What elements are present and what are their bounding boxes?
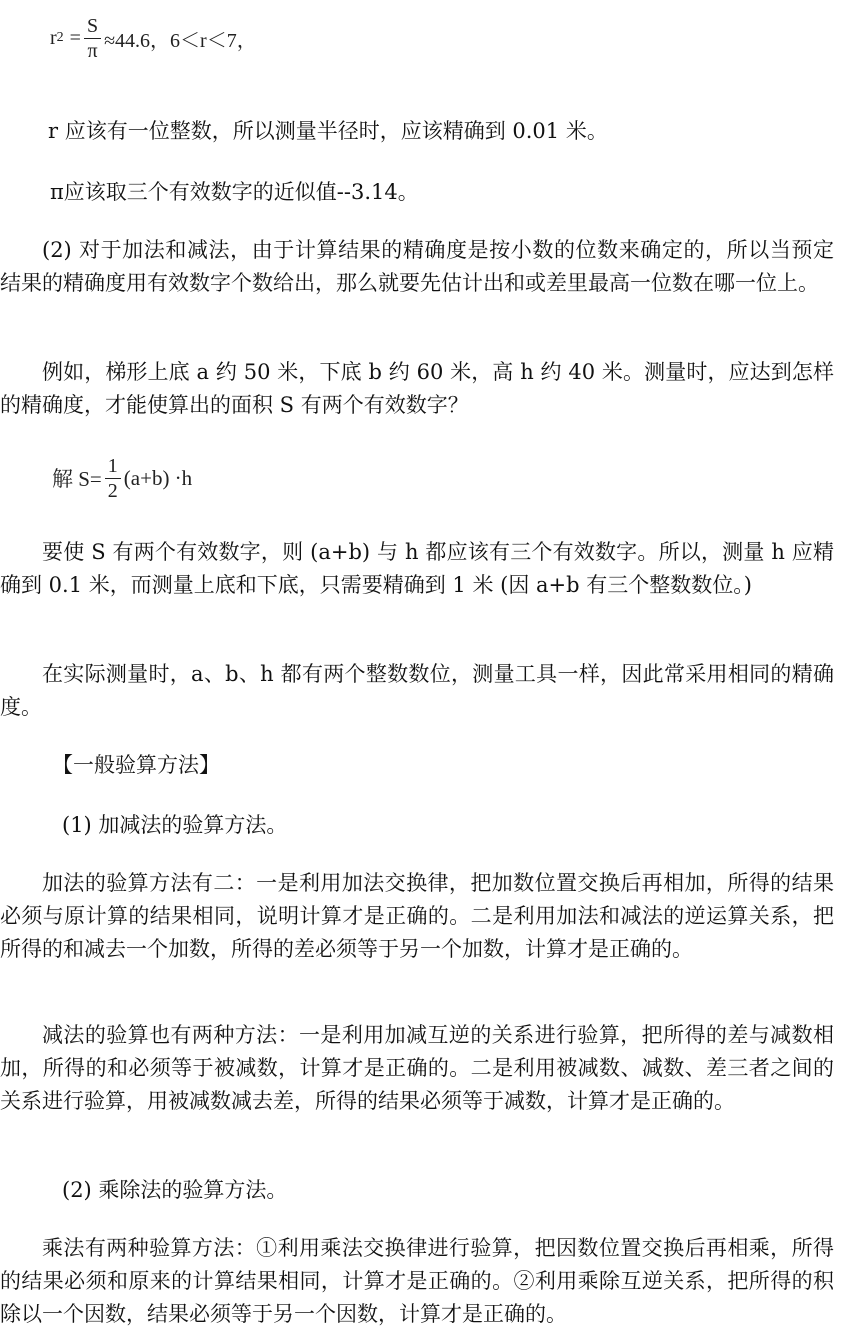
paragraph-pi-approximation: π应该取三个有效数字的近似值--3.14。 xyxy=(50,180,419,204)
formula-radius-lhs: r xyxy=(50,26,57,49)
formula-radius-numerator: S xyxy=(86,14,99,37)
formula-radius-denominator: π xyxy=(87,39,98,62)
formula-solution-numerator: 1 xyxy=(107,454,118,477)
paragraph-measurement-practice: 在实际测量时，a、b、h 都有两个整数数位，测量工具一样，因此常采用相同的精确度。 xyxy=(0,662,834,719)
formula-solution-denominator: 2 xyxy=(107,479,118,502)
formula-radius-fraction xyxy=(84,16,101,61)
paragraph-multiplication-check: 乘法有两种验算方法：①利用乘法交换律进行验算，把因数位置交换后再相乘，所得的结果必须和原来的计算结果相同，计算才是正确的。②利用乘除互逆关系，把所得的积除以一个因数，结果必须等于另一个因数，计算才是正确的。 xyxy=(0,1236,834,1326)
paragraph-solution: 要使 S 有两个有效数字，则 (a+b) 与 h 都应该有三个有效数字。所以，测量 h 应精确到 0.1 米，而测量上底和下底，只需要精确到 1 米 (因 a+b 有三个整数数位。) xyxy=(0,540,834,597)
formula-radius xyxy=(50,10,257,66)
subheading-mul-div-check: (2) 乘除法的验算方法。 xyxy=(62,1178,288,1202)
paragraph-radius-precision: r 应该有一位整数，所以测量半径时，应该精确到 0.01 米。 xyxy=(48,119,608,143)
formula-solution xyxy=(52,450,192,506)
paragraph-trapezoid-example: 例如，梯形上底 a 约 50 米，下底 b 约 60 米，高 h 约 40 米。测量时，应达到怎样的精确度，才能使算出的面积 S 有两个有效数字？ xyxy=(0,360,834,417)
section-heading-check-methods: 【一般验算方法】 xyxy=(52,753,220,777)
paragraph-subtraction-check: 减法的验算也有两种方法：一是利用加减互逆的关系进行验算，把所得的差与减数相加，所得的和必须等于被减数，计算才是正确的。二是利用被减数、减数、差三者之间的关系进行验算，用被减数减去差，所得的结果必须等于减数，计算才是正确的。 xyxy=(0,1023,834,1113)
formula-solution-prefix: 解 S= xyxy=(52,467,102,491)
paragraph-addition-check: 加法的验算方法有二：一是利用加法交换律，把加数位置交换后再相加，所得的结果必须与原计算的结果相同，说明计算才是正确的。二是利用加法和减法的逆运算关系，把所得的和减去一个加数，所得的差必须等于另一个加数，计算才是正确的。 xyxy=(0,871,834,961)
formula-radius-exponent: 2 xyxy=(56,30,64,45)
formula-solution-rest: (a+b) ·h xyxy=(123,465,193,490)
formula-radius-equals: = xyxy=(69,26,81,49)
subheading-add-sub-check: (1) 加减法的验算方法。 xyxy=(62,813,288,837)
paragraph-addition-precision: (2) 对于加法和减法，由于计算结果的精确度是按小数的位数来确定的，所以当预定结果的精确度用有效数字个数给出，那么就要先估计出和或差里最高一位数在哪一位上。 xyxy=(0,238,834,295)
formula-radius-rest: ≈44.6，6＜r＜7， xyxy=(104,29,257,52)
formula-solution-fraction xyxy=(105,456,121,501)
